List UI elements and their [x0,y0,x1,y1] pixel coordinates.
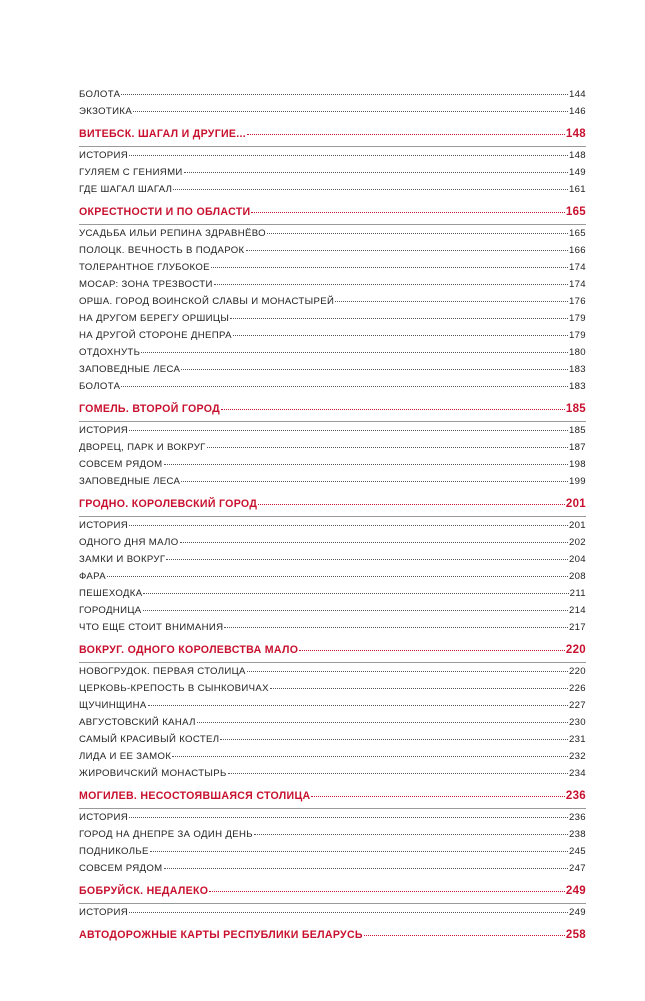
toc-entry[interactable] [79,585,586,602]
dot-leader [251,212,564,213]
dot-leader [180,542,568,543]
toc-section [79,120,586,198]
entry-page-number: 217 [568,622,586,633]
section-title: МОГИЛЕВ. НЕСОСТОЯВШАЯСЯ СТОЛИЦА [79,790,311,802]
toc-section [79,490,586,636]
dot-leader [207,447,568,448]
entry-page-number: 174 [568,262,586,273]
dot-leader [173,189,568,190]
toc-section [79,921,586,945]
entry-title: ЛИДА И ЕЕ ЗАМОК [79,751,172,762]
entry-page-number: 161 [568,184,586,195]
entry-title: ДВОРЕЦ, ПАРК И ВОКРУГ [79,442,206,453]
entry-title: ЗАПОВЕДНЫЕ ЛЕСА [79,476,181,487]
entry-page-number: 187 [568,442,586,453]
dot-leader [166,559,568,560]
dot-leader [311,796,564,797]
entry-page-number: 166 [568,245,586,256]
section-title: ГОМЕЛЬ. ВТОРОЙ ГОРОД [79,403,221,415]
dot-leader [299,650,565,651]
toc-section-heading[interactable] [79,787,586,806]
dot-leader [214,284,568,285]
toc-section-heading[interactable] [79,926,586,945]
entry-title: ФАРА [79,571,107,582]
toc-section [79,877,586,921]
toc-section-heading[interactable] [79,495,586,514]
entry-page-number: 208 [568,571,586,582]
entry-page-number: 144 [568,89,586,100]
entry-title: ЦЕРКОВЬ-КРЕПОСТЬ В СЫНКОВИЧАХ [79,683,269,694]
entry-title: ИСТОРИЯ [79,520,129,531]
entry-page-number: 230 [568,717,586,728]
entry-page-number: 185 [568,425,586,436]
entry-page-number: 165 [568,228,586,239]
toc-entry[interactable] [79,344,586,361]
toc-entry[interactable] [79,225,586,242]
entry-title: ИСТОРИЯ [79,812,129,823]
entry-page-number: 245 [568,846,586,857]
dot-leader [148,705,568,706]
entry-page-number: 201 [568,520,586,531]
entry-title: СОВСЕМ РЯДОМ [79,863,163,874]
dot-leader [121,94,568,95]
table-of-contents [79,86,586,945]
entry-page-number: 236 [568,812,586,823]
toc-section-heading[interactable] [79,641,586,660]
dot-leader [197,722,568,723]
entry-title: ИСТОРИЯ [79,425,129,436]
toc-entry[interactable] [79,714,586,731]
toc-section [79,636,586,782]
toc-entry[interactable] [79,181,586,198]
entry-page-number: 179 [568,313,586,324]
entry-page-number: 179 [568,330,586,341]
dot-leader [220,739,568,740]
dot-leader [129,430,568,431]
entry-title: ГУЛЯЕМ С ГЕНИЯМИ [79,167,183,178]
dot-leader [164,464,568,465]
entry-page-number: 247 [568,863,586,874]
toc-section [79,395,586,490]
dot-leader [129,817,568,818]
section-page-number: 185 [565,403,586,415]
dot-leader [164,868,568,869]
toc-entry[interactable] [79,697,586,714]
entry-title: ЖИРОВИЧСКИЙ МОНАСТЫРЬ [79,768,227,779]
entry-title: ОДНОГО ДНЯ МАЛО [79,537,179,548]
entry-page-number: 226 [568,683,586,694]
entry-page-number: 227 [568,700,586,711]
dot-leader [247,134,565,135]
entry-title: ПЕШЕХОДКА [79,588,143,599]
dot-leader [254,834,568,835]
entry-page-number: 198 [568,459,586,470]
dot-leader [209,891,565,892]
toc-entry[interactable] [79,534,586,551]
entry-page-number: 211 [569,588,586,599]
dot-leader [181,481,568,482]
toc-section [79,198,586,395]
entry-title: ЩУЧИНЩИНА [79,700,147,711]
dot-leader [233,335,568,336]
toc-entry[interactable] [79,860,586,877]
entry-title: ОТДОХНУТЬ [79,347,141,358]
toc-section-heading[interactable] [79,125,586,144]
toc-entry[interactable] [79,259,586,276]
section-page-number: 236 [565,790,586,802]
toc-entry[interactable] [79,904,586,921]
entry-page-number: 220 [568,666,586,677]
entry-page-number: 238 [568,829,586,840]
dot-leader [211,267,568,268]
dot-leader [143,610,568,611]
toc-section [79,782,586,877]
entry-title: ЧТО ЕЩЕ СТОИТ ВНИМАНИЯ [79,622,224,633]
section-page-number: 148 [565,128,586,140]
dot-leader [133,111,568,112]
dot-leader [141,352,568,353]
entry-page-number: 176 [568,296,586,307]
toc-entry[interactable] [79,765,586,782]
entry-title: БОЛОТА [79,381,121,392]
entry-title: САМЫЙ КРАСИВЫЙ КОСТЕЛ [79,734,220,745]
toc-section-heading[interactable] [79,203,586,222]
toc-entry[interactable] [79,680,586,697]
dot-leader [335,301,568,302]
entry-title: ГОРОДНИЦА [79,605,142,616]
entry-title: ИСТОРИЯ [79,150,129,161]
toc-entry[interactable] [79,568,586,585]
entry-page-number: 249 [568,907,586,918]
toc-entry[interactable] [79,276,586,293]
toc-entry[interactable] [79,663,586,680]
toc-entry[interactable] [79,293,586,310]
toc-entry[interactable] [79,147,586,164]
dot-leader [129,525,568,526]
toc-entry[interactable] [79,602,586,619]
entry-title: ГОРОД НА ДНЕПРЕ ЗА ОДИН ДЕНЬ [79,829,253,840]
dot-leader [246,250,568,251]
entry-page-number: 183 [568,381,586,392]
toc-entry[interactable] [79,748,586,765]
entry-title: УСАДЬБА ИЛЬИ РЕПИНА ЗДРАВНЁВО [79,228,266,239]
dot-leader [228,773,568,774]
entry-title: ПОЛОЦК. ВЕЧНОСТЬ В ПОДАРОК [79,245,245,256]
entry-title: МОСАР: ЗОНА ТРЕЗВОСТИ [79,279,213,290]
dot-leader [221,409,565,410]
dot-leader [258,504,565,505]
entry-page-number: 146 [568,106,586,117]
entry-page-number: 234 [568,768,586,779]
dot-leader [129,912,568,913]
section-title: ВИТЕБСК. ШАГАЛ И ДРУГИЕ... [79,128,247,140]
dot-leader [121,386,568,387]
toc-entry[interactable] [79,809,586,826]
section-page-number: 249 [565,885,586,897]
section-title: БОБРУЙСК. НЕДАЛЕКО [79,885,209,897]
entry-title: ЭКЗОТИКА [79,106,133,117]
toc-entry[interactable] [79,731,586,748]
section-page-number: 201 [565,498,586,510]
entry-page-number: 183 [568,364,586,375]
entry-title: ГДЕ ШАГАЛ ШАГАЛ [79,184,173,195]
dot-leader [247,671,568,672]
toc-section [79,86,586,120]
entry-page-number: 202 [568,537,586,548]
dot-leader [270,688,568,689]
dot-leader [150,851,568,852]
toc-entry[interactable] [79,619,586,636]
toc-entry[interactable] [79,473,586,490]
entry-page-number: 180 [568,347,586,358]
entry-page-number: 174 [568,279,586,290]
entry-title: НОВОГРУДОК. ПЕРВАЯ СТОЛИЦА [79,666,246,677]
toc-entry[interactable] [79,327,586,344]
entry-title: БОЛОТА [79,89,121,100]
entry-page-number: 214 [568,605,586,616]
toc-entry[interactable] [79,551,586,568]
section-title: АВТОДОРОЖНЫЕ КАРТЫ РЕСПУБЛИКИ БЕЛАРУСЬ [79,929,363,941]
toc-section-heading[interactable] [79,882,586,901]
entry-page-number: 149 [568,167,586,178]
toc-section-heading[interactable] [79,400,586,419]
toc-entry[interactable] [79,843,586,860]
dot-leader [184,172,568,173]
entry-title: ЗАМКИ И ВОКРУГ [79,554,166,565]
dot-leader [172,756,568,757]
toc-entry[interactable] [79,826,586,843]
entry-title: НА ДРУГОЙ СТОРОНЕ ДНЕПРА [79,330,232,341]
toc-entry[interactable] [79,456,586,473]
toc-entry[interactable] [79,439,586,456]
dot-leader [224,627,568,628]
entry-page-number: 148 [568,150,586,161]
entry-title: АВГУСТОВСКИЙ КАНАЛ [79,717,196,728]
toc-entry[interactable] [79,242,586,259]
section-title: ВОКРУГ. ОДНОГО КОРОЛЕВСТВА МАЛО [79,644,299,656]
entry-page-number: 204 [568,554,586,565]
section-page-number: 165 [565,206,586,218]
section-title: ОКРЕСТНОСТИ И ПО ОБЛАСТИ [79,206,251,218]
entry-title: ЗАПОВЕДНЫЕ ЛЕСА [79,364,181,375]
dot-leader [364,935,565,936]
dot-leader [230,318,568,319]
dot-leader [181,369,568,370]
toc-entry[interactable] [79,86,586,103]
section-title: ГРОДНО. КОРОЛЕВСКИЙ ГОРОД [79,498,258,510]
toc-entry[interactable] [79,310,586,327]
toc-entry[interactable] [79,361,586,378]
dot-leader [143,593,568,594]
dot-leader [107,576,568,577]
toc-entry[interactable] [79,103,586,120]
entry-title: ОРША. ГОРОД ВОИНСКОЙ СЛАВЫ И МОНАСТЫРЕЙ [79,296,335,307]
dot-leader [267,233,568,234]
toc-entry[interactable] [79,517,586,534]
toc-entry[interactable] [79,422,586,439]
section-page-number: 258 [565,929,586,941]
entry-page-number: 232 [568,751,586,762]
entry-title: СОВСЕМ РЯДОМ [79,459,163,470]
entry-title: НА ДРУГОМ БЕРЕГУ ОРШИЦЫ [79,313,230,324]
entry-title: ИСТОРИЯ [79,907,129,918]
entry-title: ПОДНИКОЛЬЕ [79,846,149,857]
entry-page-number: 199 [568,476,586,487]
toc-entry[interactable] [79,378,586,395]
dot-leader [129,155,568,156]
section-page-number: 220 [565,644,586,656]
entry-title: ТОЛЕРАНТНОЕ ГЛУБОКОЕ [79,262,210,273]
toc-entry[interactable] [79,164,586,181]
entry-page-number: 231 [568,734,586,745]
